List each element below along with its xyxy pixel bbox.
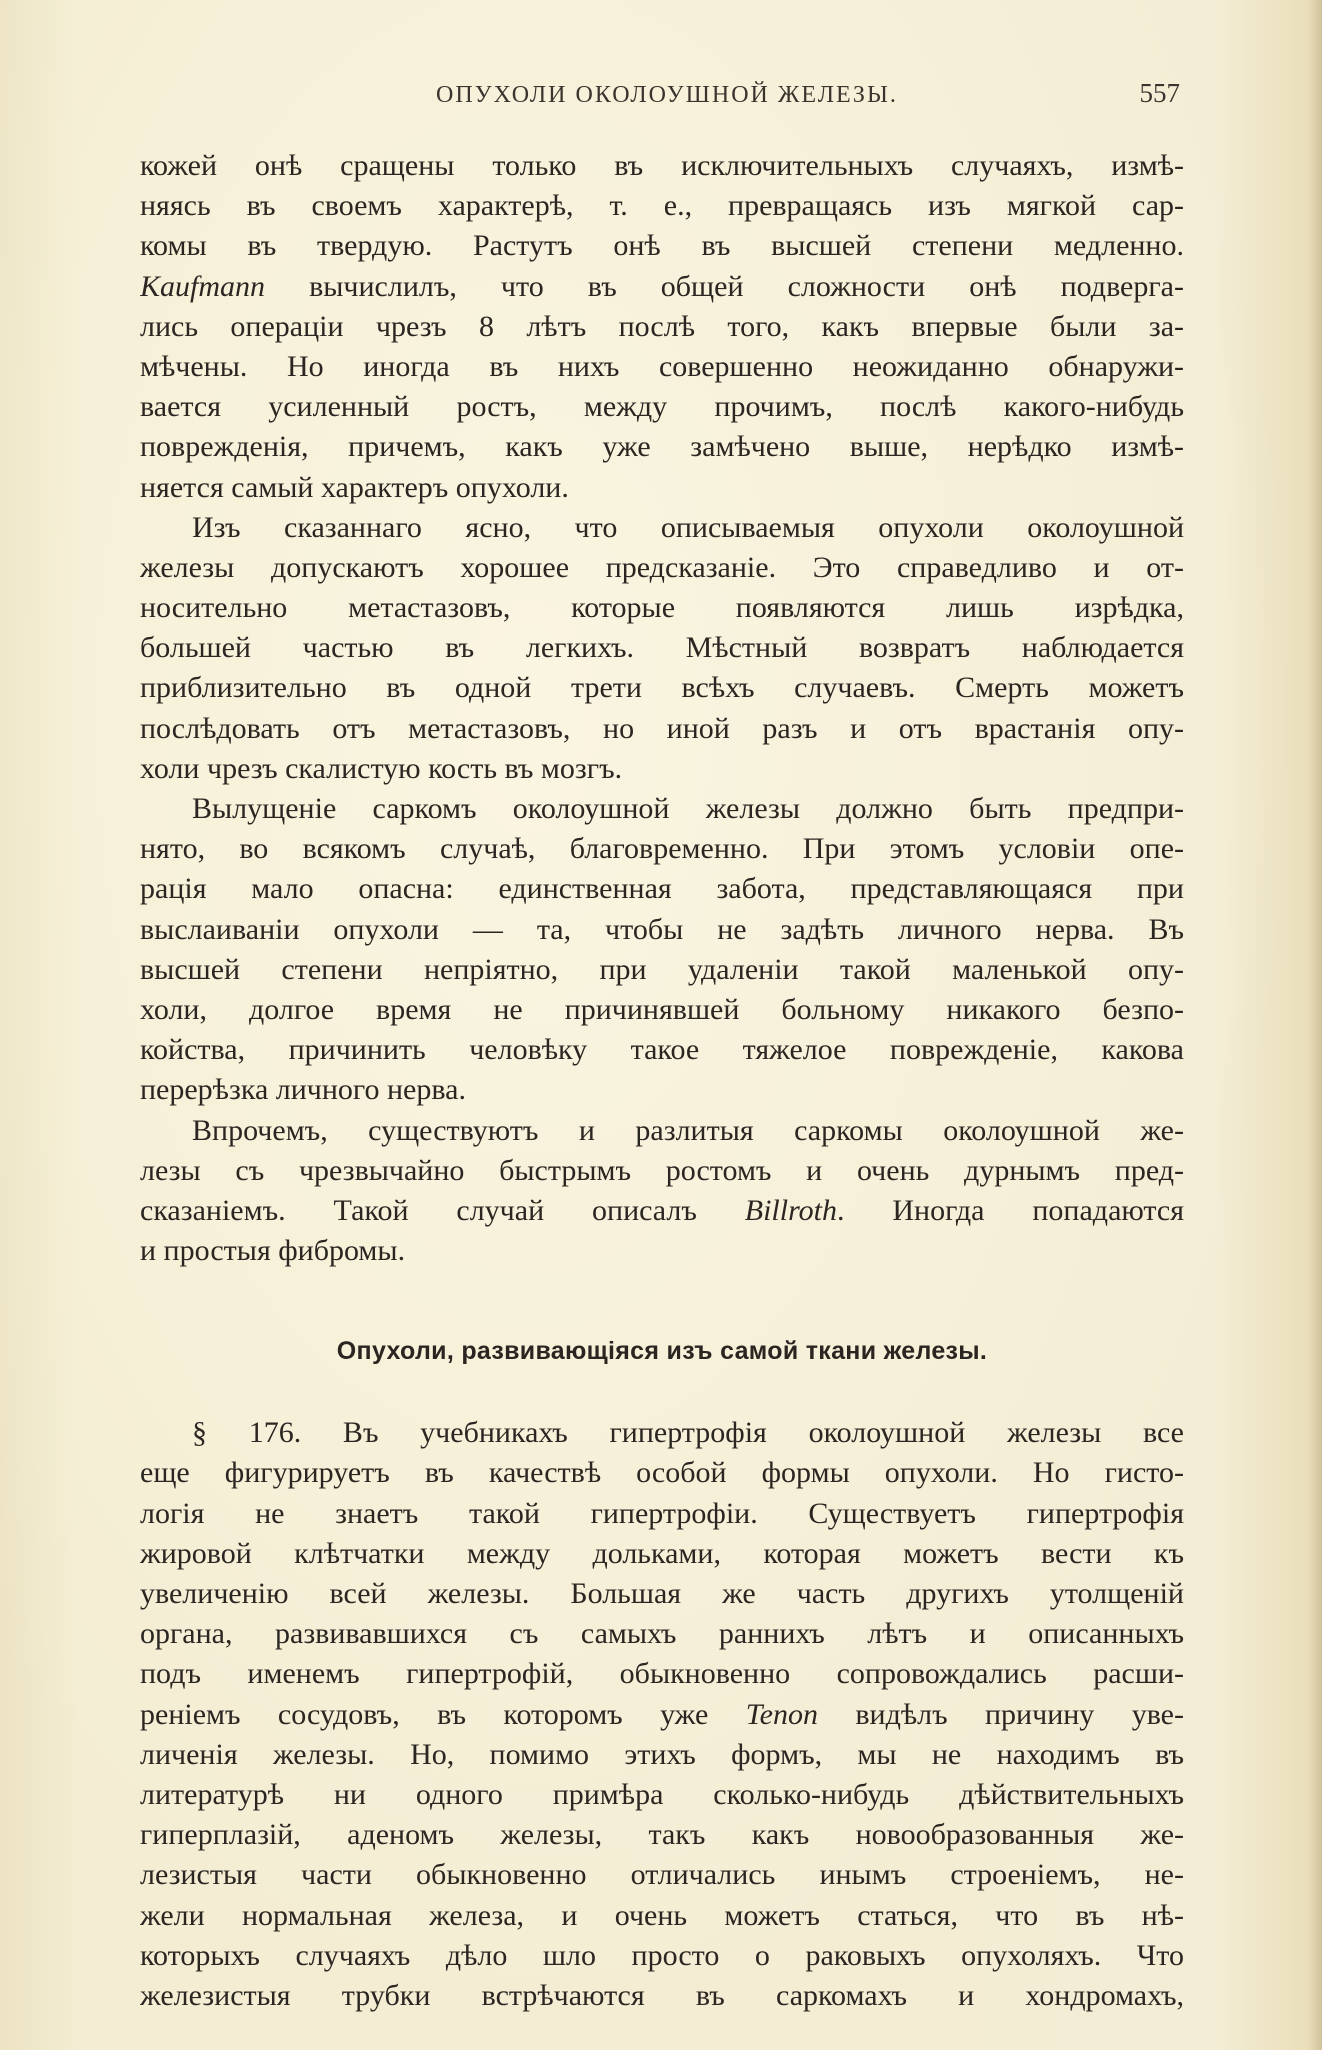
text-line: Изъ сказаннаго ясно, что описываемыя опухоли околоушной	[192, 510, 1184, 544]
text-line: жели нормальная железа, и очень можетъ статься, что въ нѣ-	[140, 1898, 1184, 1932]
text-line: носительно метастазовъ, которые появляются лишь изрѣдка,	[140, 591, 1184, 625]
text-line: холи, долгое время не причинявшей больному никакого безпо-	[140, 992, 1184, 1026]
spacer	[140, 1271, 1184, 1329]
text-line: железистыя трубки встрѣчаются въ саркомахъ и хондромахъ,	[140, 1978, 1184, 2012]
text-line: сказаніемъ. Такой случай описалъ Billroth. Иногда попадаются	[140, 1193, 1184, 1227]
paragraph	[140, 1413, 1184, 2016]
text-line: рація мало опасна: единственная забота, представляющаяся при	[140, 872, 1184, 906]
text-line: личенія железы. Но, помимо этихъ формъ, мы не находимъ въ	[140, 1737, 1184, 1771]
paragraph	[140, 789, 1184, 1111]
page-number: 557	[1139, 78, 1180, 108]
text-line: нято, во всякомъ случаѣ, благовременно. При этомъ условіи опе-	[140, 832, 1184, 866]
text-line: вается усиленный ростъ, между прочимъ, послѣ какого-нибудь	[140, 390, 1184, 424]
text-line: няясь въ своемъ характерѣ, т. е., превращаясь изъ мягкой сар-	[140, 189, 1184, 223]
text-line: лись операціи чрезъ 8 лѣтъ послѣ того, какъ впервые были за-	[140, 309, 1184, 343]
text-line: поврежденія, причемъ, какъ уже замѣчено выше, нерѣдко измѣ-	[140, 430, 1184, 464]
text-line: Впрочемъ, существуютъ и разлитыя саркомы околоушной же-	[192, 1113, 1184, 1147]
text-line: и простыя фибромы.	[140, 1234, 406, 1268]
section-heading: Опухоли, развивающіяся изъ самой ткани железы.	[336, 1337, 988, 1366]
text-line: приблизительно въ одной трети всѣхъ случаевъ. Смерть можетъ	[140, 671, 1184, 705]
text-line: комы въ твердую. Растутъ онѣ въ высшей степени медленно.	[140, 229, 1184, 263]
body-text	[140, 146, 1184, 2016]
author-name: Billroth	[744, 1193, 837, 1227]
text-line: увеличенію всей железы. Большая же часть другихъ утолщеній	[140, 1577, 1184, 1610]
text-line: мѣчены. Но иногда въ нихъ совершенно неожиданно обнаружи-	[140, 349, 1184, 383]
spacer	[140, 1373, 1184, 1413]
text-line: лезы съ чрезвычайно быстрымъ ростомъ и очень дурнымъ пред-	[140, 1153, 1184, 1187]
text-line: большей частью въ легкихъ. Мѣстный возвратъ наблюдается	[140, 631, 1184, 665]
text-line: выслаиваніи опухоли — та, чтобы не задѣть личного нерва. Въ	[140, 912, 1184, 946]
text-line: гиперплазій, аденомъ железы, такъ какъ новообразованныя же-	[140, 1818, 1184, 1852]
text-line: холи чрезъ скалистую кость въ мозгъ.	[140, 751, 623, 785]
text-line: няется самый характеръ опухоли.	[140, 470, 569, 504]
running-head	[140, 78, 1180, 118]
text-line: § 176. Въ учебникахъ гипертрофія околоушной железы все	[192, 1416, 1184, 1450]
text-line: логія не знаетъ такой гипертрофіи. Существуетъ гипертрофія	[140, 1496, 1184, 1530]
text-line: Вылущеніе саркомъ околоушной железы должно быть предпри-	[192, 792, 1184, 825]
text-line: высшей степени непріятно, при удаленіи такой маленькой опу-	[140, 952, 1184, 986]
page-edge-shadow	[1308, 0, 1322, 2050]
running-title: ОПУХОЛИ ОКОЛОУШНОЙ ЖЕЛЕЗЫ.	[436, 82, 898, 108]
text-line: железы допускаютъ хорошее предсказаніе. Это справедливо и от-	[140, 550, 1184, 584]
text-line: органа, развивавшихся съ самыхъ раннихъ лѣтъ и описанныхъ	[140, 1617, 1184, 1651]
text-line: жировой клѣтчатки между дольками, которая можетъ вести къ	[140, 1536, 1184, 1570]
text-line: перерѣзка личного нерва.	[140, 1073, 466, 1107]
text-line: подъ именемъ гипертрофій, обыкновенно сопровождались расши-	[140, 1657, 1184, 1691]
author-name: Tenon	[745, 1697, 818, 1731]
text-line: кожей онѣ сращены только въ исключительныхъ случаяхъ, измѣ-	[140, 149, 1184, 182]
text-line: лезистыя части обыкновенно отличались инымъ строеніемъ, не-	[140, 1858, 1184, 1892]
paragraph	[140, 1111, 1184, 1272]
author-name: Kaufmann	[140, 269, 266, 303]
text-line: реніемъ сосудовъ, въ которомъ уже Tenon видѣлъ причину уве-	[140, 1697, 1184, 1731]
text-line: литературѣ ни одного примѣра сколько-нибудь дѣйствительныхъ	[140, 1777, 1184, 1811]
text-line: которыхъ случаяхъ дѣло шло просто о раковыхъ опухоляхъ. Что	[140, 1938, 1184, 1972]
paragraph	[140, 508, 1184, 789]
text-line: еще фигурируетъ въ качествѣ особой формы опухоли. Но гисто-	[140, 1456, 1184, 1490]
paragraph	[140, 146, 1184, 508]
text-line: койства, причинить человѣку такое тяжелое поврежденіе, какова	[140, 1033, 1184, 1067]
text-line: Kaufmann вычислилъ, что въ общей сложности онѣ подверга-	[140, 269, 1184, 303]
text-line: послѣдовать отъ метастазовъ, но иной разъ и отъ врастанія опу-	[140, 711, 1184, 745]
